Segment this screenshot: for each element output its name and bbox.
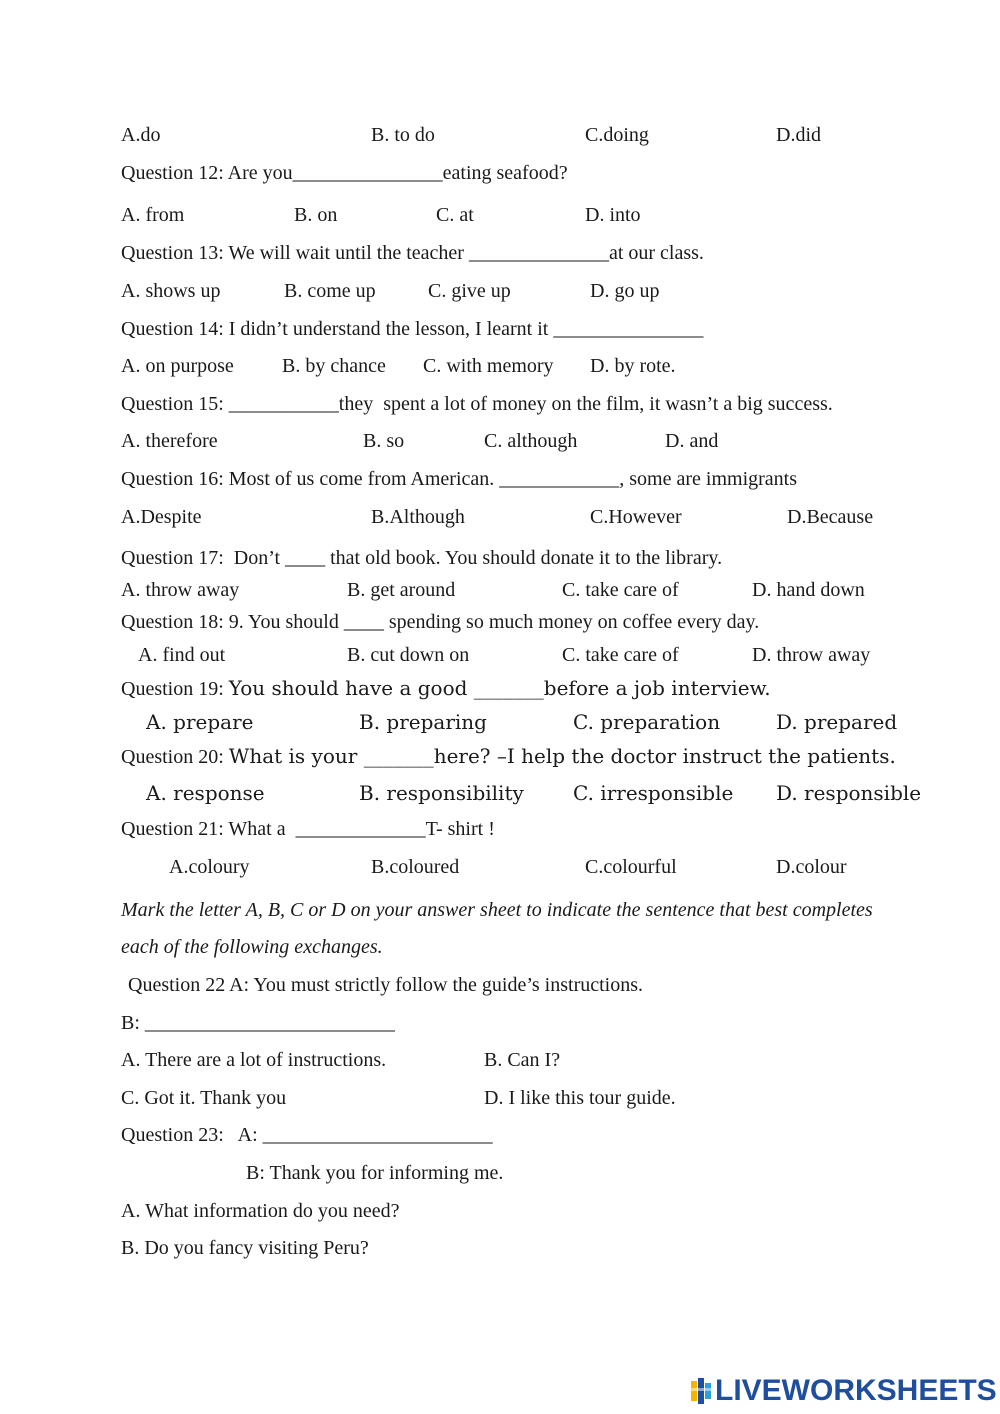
q22-b-line: B: _________________________ (121, 1012, 395, 1034)
q11-option-c: C.doing (585, 124, 649, 146)
q20-option-a: A. response (146, 781, 265, 805)
q20-text: What is your _______here? –I help the doctor instruct the patients. (228, 744, 896, 768)
q15-option-c: C. although (484, 430, 578, 452)
q16-option-c: C.However (590, 506, 682, 528)
q13-option-d: D. go up (590, 280, 660, 302)
q17-option-d: D. hand down (752, 579, 865, 601)
q12-option-b: B. on (294, 204, 338, 226)
q14-option-c: C. with memory (423, 355, 554, 377)
q13-option-a: A. shows up (121, 280, 221, 302)
q23-option-a: A. What information do you need? (121, 1200, 400, 1222)
q11-option-a: A.do (121, 124, 161, 146)
q22-option-c: C. Got it. Thank you (121, 1087, 287, 1109)
q17-option-c: C. take care of (562, 579, 679, 601)
q19-prefix: Question 19: (121, 678, 229, 700)
q14-option-d: D. by rote. (590, 355, 676, 377)
q22-question: Question 22 A: You must strictly follow the guide’s instructions. (128, 974, 644, 996)
q23-option-b: B. Do you fancy visiting Peru? (121, 1237, 369, 1259)
q19-option-d: D. prepared (776, 710, 898, 734)
q22-option-a: A. There are a lot of instructions. (121, 1049, 387, 1071)
q19-option-b: B. preparing (359, 710, 487, 734)
q18-question: Question 18: 9. You should ____ spending so much money on coffee every day. (121, 611, 760, 633)
liveworksheets-logo-icon (691, 1378, 713, 1404)
q16-option-b: B.Although (371, 506, 465, 528)
q22-option-d: D. I like this tour guide. (484, 1087, 676, 1109)
q12-option-d: D. into (585, 204, 641, 226)
q19-option-a: A. prepare (146, 710, 254, 734)
q18-option-a: A. find out (138, 644, 226, 666)
q13-option-c: C. give up (428, 280, 511, 302)
q14-option-a: A. on purpose (121, 355, 234, 377)
q15-option-b: B. so (363, 430, 405, 452)
q21-option-c: C.colourful (585, 856, 677, 878)
q13-option-b: B. come up (284, 280, 376, 302)
q12-option-c: C. at (436, 204, 474, 226)
q16-option-d: D.Because (787, 506, 874, 528)
q20-prefix: Question 20: (121, 746, 229, 768)
q13-question: Question 13: We will wait until the teacher ______________at our class. (121, 242, 704, 264)
liveworksheets-logo (691, 1374, 997, 1408)
q20-option-d: D. responsible (776, 781, 922, 805)
q12-question: Question 12: Are you_______________eating seafood? (121, 162, 568, 184)
q11-option-b: B. to do (371, 124, 435, 146)
q19-text: You should have a good _______before a job interview. (228, 676, 771, 700)
instructions-line-2: each of the following exchanges. (121, 936, 383, 958)
q15-option-a: A. therefore (121, 430, 218, 452)
q21-option-d: D.colour (776, 856, 847, 878)
q18-option-c: C. take care of (562, 644, 679, 666)
q20-option-c: C. irresponsible (573, 781, 734, 805)
q20-option-b: B. responsibility (359, 781, 524, 805)
q15-option-d: D. and (665, 430, 719, 452)
q19-option-c: C. preparation (573, 710, 721, 734)
q17-option-b: B. get around (347, 579, 456, 601)
q12-option-a: A. from (121, 204, 185, 226)
q16-question: Question 16: Most of us come from American. ____________, some are immigrants (121, 468, 798, 490)
q17-option-a: A. throw away (121, 579, 240, 601)
instructions-line-1: Mark the letter A, B, C or D on your answer sheet to indicate the sentence that best completes (121, 899, 873, 921)
q18-option-d: D. throw away (752, 644, 871, 666)
q21-question: Question 21: What a _____________T- shirt ! (121, 818, 495, 840)
q21-option-b: B.coloured (371, 856, 460, 878)
q19-question (121, 678, 771, 699)
q16-option-a: A.Despite (121, 506, 202, 528)
q20-question (121, 746, 896, 767)
q14-option-b: B. by chance (282, 355, 386, 377)
q23-question: Question 23: A: _______________________ (121, 1124, 493, 1146)
q14-question: Question 14: I didn’t understand the lesson, I learnt it _______________ (121, 318, 704, 340)
q23-b-line: B: Thank you for informing me. (246, 1162, 504, 1184)
q15-question: Question 15: ___________they spent a lot of money on the film, it wasn’t a big success. (121, 393, 833, 415)
q21-option-a: A.coloury (169, 856, 250, 878)
liveworksheets-logo-text: LIVEWORKSHEETS (715, 1374, 997, 1407)
q17-question: Question 17: Don’t ____ that old book. You should donate it to the library. (121, 547, 723, 569)
q22-option-b: B. Can I? (484, 1049, 561, 1071)
q11-option-d: D.did (776, 124, 821, 146)
q18-option-b: B. cut down on (347, 644, 470, 666)
